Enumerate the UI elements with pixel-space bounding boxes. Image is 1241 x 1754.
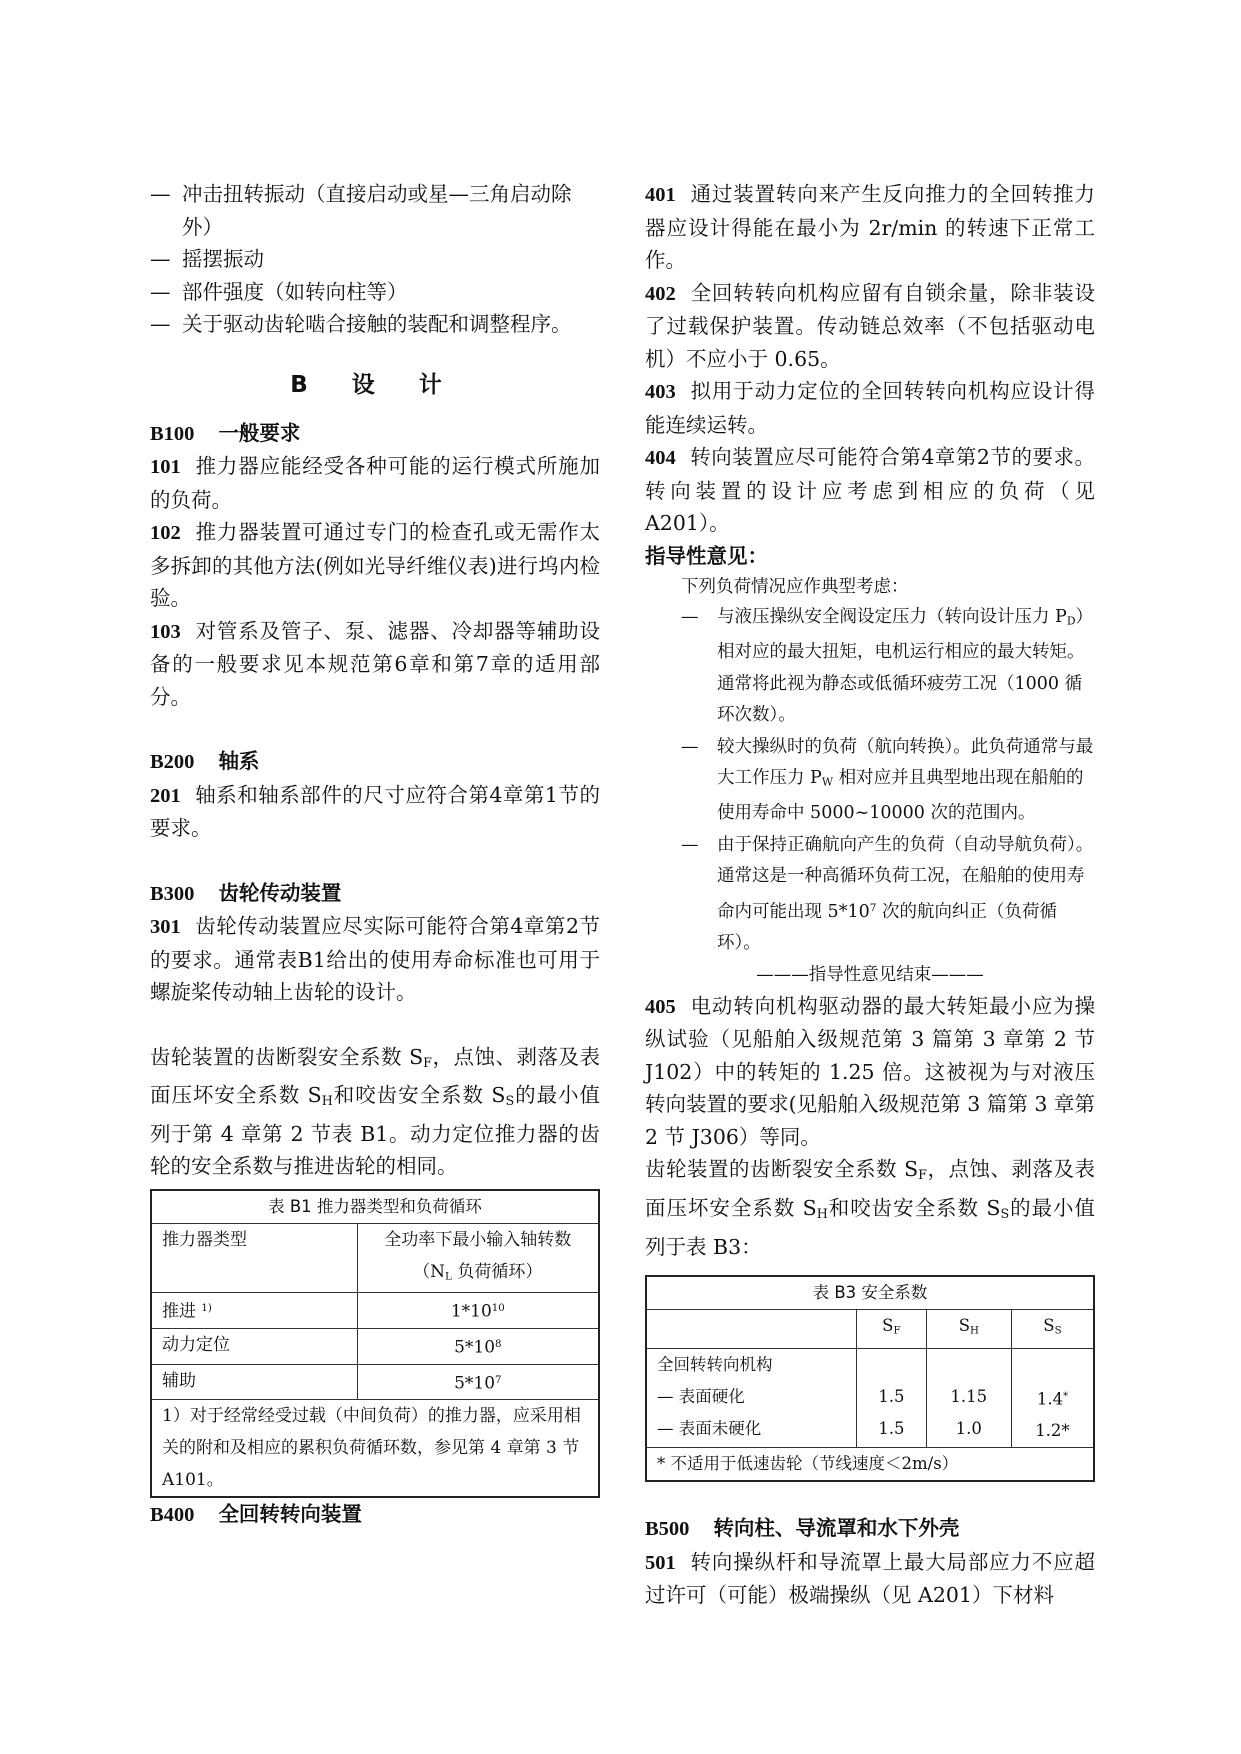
bullet-item: — 冲击扭转振动（直接启动或星—三角启动除外）	[150, 182, 572, 239]
guidance-item: — 较大操纵时的负荷（航向转换）。此负荷通常与最大工作压力 $P_W$ 相对应并且典型地出现在船舶的使用寿命中 5000~10000 次的范围内。	[681, 736, 1094, 824]
section-heading-b400: B400 全回转转向装置	[150, 1502, 362, 1527]
table-cell: 1.5 1.5	[857, 1348, 927, 1447]
table-caption: 表 B1 推力器类型和负荷循环	[151, 1190, 599, 1224]
paragraph-101: 101 推力器应能经受各种可能的运行模式所施加的负荷。	[150, 454, 600, 512]
table-b1	[150, 1189, 600, 1498]
guidance-heading: 指导性意见：	[645, 543, 768, 568]
paragraph-404: 404 转向装置应尽可能符合第4章第2节的要求。转向装置的设计应考虑到相应的负荷（见A201）。	[645, 445, 1095, 535]
safety-factor-paragraph: 齿轮装置的齿断裂安全系数 $S_F$，点蚀、剥落及表面压坏安全系数 $S_H$和咬齿安全系数 $S_S$的最小值列于第 4 章第 2 节表 B1。动力定位推力器的齿轮的安全系数与推进齿轮的相同。	[150, 1044, 601, 1179]
table-footnote: * 不适用于低速齿轮（节线速度＜2m/s）	[646, 1448, 1094, 1482]
table-cell: 动力定位	[151, 1329, 357, 1365]
paragraph-403: 403 拟用于动力定位的全回转转向机构应设计得能连续运转。	[645, 379, 1095, 437]
table-header-cell: $S_H$	[926, 1310, 1011, 1349]
table-b3	[645, 1275, 1095, 1482]
guidance-end: ———指导性意见结束———	[756, 964, 984, 985]
section-heading-b300: B300 齿轮传动装置	[150, 880, 342, 905]
guidance-intro: 下列负荷情况应作典型考虑：	[681, 577, 909, 597]
table-header-cell: $S_S$	[1011, 1310, 1094, 1349]
safety-factor-paragraph: 齿轮装置的齿断裂安全系数 $S_F$，点蚀、剥落及表面压坏安全系数 $S_H$和咬齿安全系数 $S_S$的最小值列于表 B3：	[645, 1157, 1096, 1259]
left-column	[150, 178, 600, 1532]
table-header-cell: $S_F$	[857, 1310, 927, 1349]
table-cell: 全回转转向机构 — 表面硬化 — 表面未硬化	[646, 1348, 857, 1447]
bullet-item: — 部件强度（如转向柱等）	[150, 279, 408, 304]
right-column	[645, 178, 1095, 1612]
chapter-title: B 设 计	[290, 371, 460, 398]
table-footnote: 1）对于经常经受过载（中间负荷）的推力器，应采用相关的附和及相应的累积负荷循环数，参见第 4 章第 3 节 A101。	[151, 1400, 599, 1498]
table-caption: 表 B3 安全系数	[646, 1276, 1094, 1310]
table-header-cell: 全功率下最小输入轴转数 （$N_L$ 负荷循环）	[357, 1223, 599, 1293]
section-heading-b100: B100 一般要求	[150, 420, 301, 445]
paragraph-401: 401 通过装置转向来产生反向推力的全回转推力器应设计得能在最小为 2r/min 的转速下正常工作。	[645, 182, 1095, 272]
table-row	[151, 1293, 599, 1329]
table-cell: $5*10^7$	[357, 1364, 599, 1400]
table-header-cell	[646, 1310, 857, 1349]
table-row	[151, 1364, 599, 1400]
paragraph-405: 405 电动转向机构驱动器的最大转矩最小应为操纵试验（见船舶入级规范第 3 篇第 3 章第 2 节 J102）中的转矩的 1.25 倍。这被视为与对液压转向装置的要求(见船舶入级规范第 3 篇第 3 章第 2 节 J306）等同。	[645, 993, 1095, 1149]
table-cell: $5*10^8$	[357, 1329, 599, 1365]
bullet-item: — 摇摆振动	[150, 247, 264, 271]
paragraph-103: 103 对管系及管子、泵、滤器、冷却器等辅助设备的一般要求见本规范第6章和第7章的适用部分。	[150, 618, 600, 709]
section-heading-b500: B500 转向柱、导流罩和水下外壳	[645, 1516, 960, 1540]
table-row	[646, 1348, 1094, 1447]
table-cell: 1.15 1.0	[926, 1348, 1011, 1447]
paragraph-301: 301 齿轮传动装置应尽实际可能符合第4章第2节的要求。通常表B1给出的使用寿命标准也可用于螺旋桨传动轴上齿轮的设计。	[150, 914, 600, 1004]
bullet-item: — 关于驱动齿轮啮合接触的装配和调整程序。	[150, 312, 572, 336]
table-cell: 推进 $^{1)}$	[151, 1293, 357, 1329]
table-cell: 1.4* 1.2*	[1011, 1348, 1094, 1447]
table-cell: $1*10^{10}$	[357, 1293, 599, 1329]
paragraph-402: 402 全回转转向机构应留有自锁余量，除非装设了过载保护装置。传动链总效率（不包括驱动电机）不应小于 0.65。	[645, 280, 1095, 371]
table-cell: 辅助	[151, 1364, 357, 1400]
table-header-cell: 推力器类型	[151, 1223, 357, 1293]
paragraph-201: 201 轴系和轴系部件的尺寸应符合第4章第1节的要求。	[150, 782, 600, 840]
table-row	[151, 1329, 599, 1365]
guidance-item: — 由于保持正确航向产生的负荷（自动导航负荷）。通常这是一种高循环负荷工况，在船舶的使用寿命内可能出现 $5*10^7$ 次的航向纠正（负荷循环）。	[681, 834, 1094, 954]
paragraph-501: 501 转向操纵杆和导流罩上最大局部应力不应超过许可（可能）极端操纵（见 A201）下材料	[645, 1549, 1095, 1607]
guidance-item: — 与液压操纵安全阀设定压力（转向设计压力 $P_D$）相对应的最大扭矩，电机运行相应的最大转矩。通常将此视为静态或低循环疲劳工况（1000 循环次数）。	[681, 607, 1094, 726]
paragraph-102: 102 推力器装置可通过专门的检查孔或无需作太多拆卸的其他方法(例如光导纤维仪表)进行坞内检验。	[150, 520, 600, 610]
section-heading-b200: B200 轴系	[150, 749, 260, 773]
